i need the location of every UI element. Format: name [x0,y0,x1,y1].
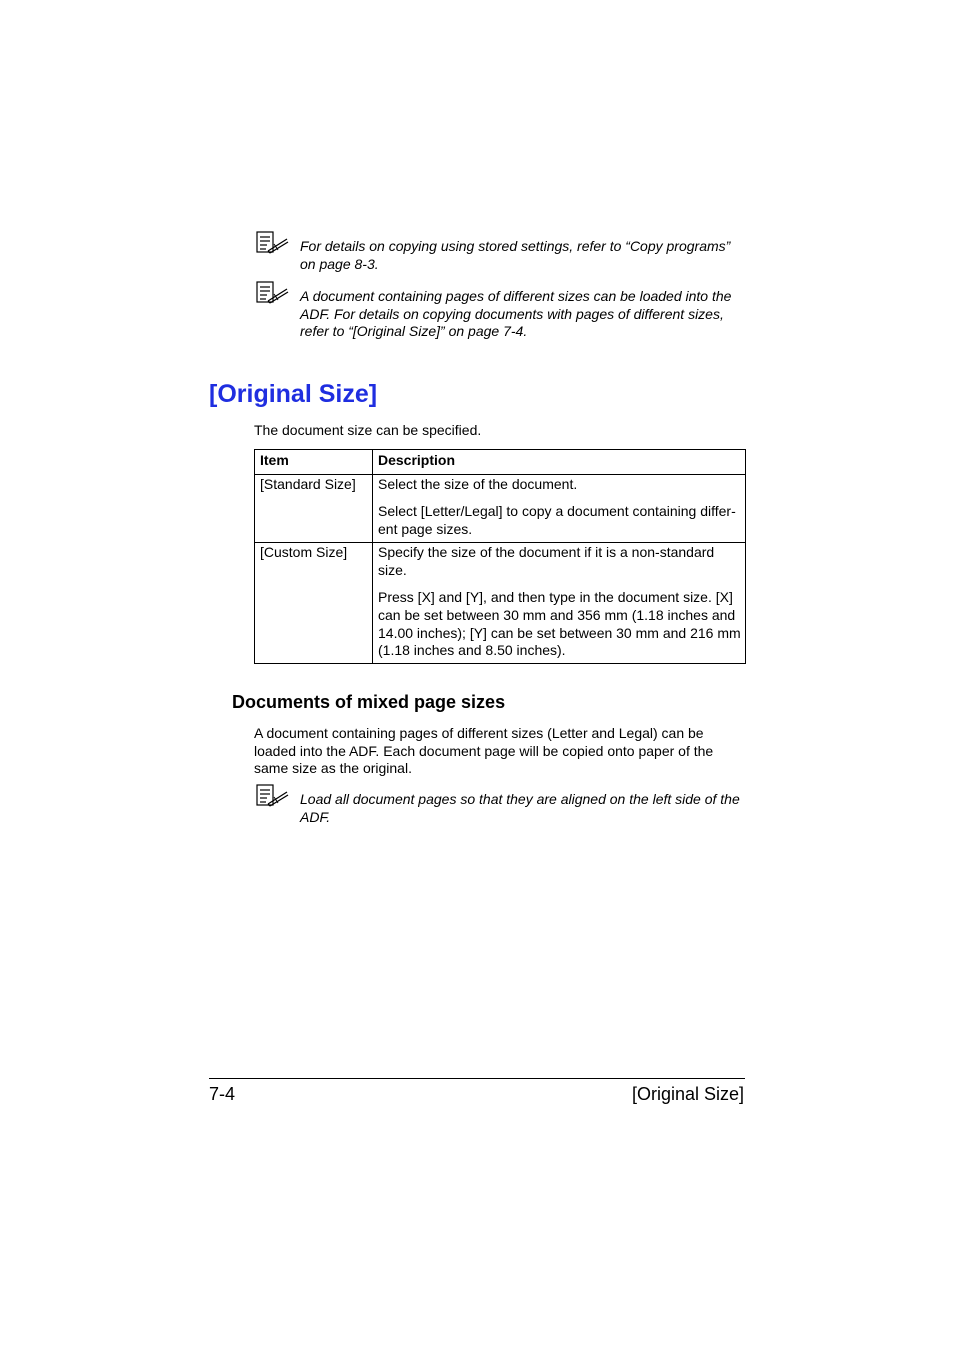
description-paragraph: Specify the size of the document if it is a non-standard size. [378,543,715,578]
table-header-row [255,450,746,475]
description-paragraph: Select the size of the document. [378,475,578,492]
table-row [255,474,746,542]
note-pencil-icon [254,784,290,808]
section-title: [Original Size] [209,380,378,408]
section-intro: The document size can be specified. [254,422,482,438]
table-row [255,542,746,663]
column-header-description: Description [373,450,746,475]
note-text: A document containing pages of different sizes can be loaded into the ADF. For details on copying documents with pages of different sizes, refer to “[Original Size]” on page 7-4. [300,288,732,339]
table-cell-description [373,542,746,663]
note-text: For details on copying using stored settings, refer to “Copy programs” on page 8-3. [300,238,731,272]
table-cell-description [373,474,746,542]
table-cell-item: [Custom Size] [255,542,373,663]
footer-chapter-title: [Original Size] [631,1084,744,1104]
note-pencil-icon [254,281,290,305]
size-settings-table [254,449,746,664]
description-paragraph: Press [X] and [Y], and then type in the document size. [X] can be set between 30 mm and 356 mm (1.18 inches and 14.00 inches); [Y] can be set between 30 mm and 216 mm (1.18 inches and 8.50 inches). [378,589,741,659]
footer-divider [209,1078,745,1079]
note-pencil-icon [254,231,290,255]
subsection-body: A document containing pages of different sizes (Letter and Legal) can be loaded into the ADF. Each document page will be copied onto paper of the same size as the original. [254,725,714,777]
table-cell-item: [Standard Size] [255,474,373,542]
subsection-title: Documents of mixed page sizes [232,692,506,712]
note-text: Load all document pages so that they are aligned on the left side of the ADF. [300,791,740,825]
footer-page-number: 7-4 [209,1084,236,1104]
description-paragraph: Select [Letter/Legal] to copy a document containing differ-ent page sizes. [378,503,736,538]
column-header-item: Item [255,450,373,475]
